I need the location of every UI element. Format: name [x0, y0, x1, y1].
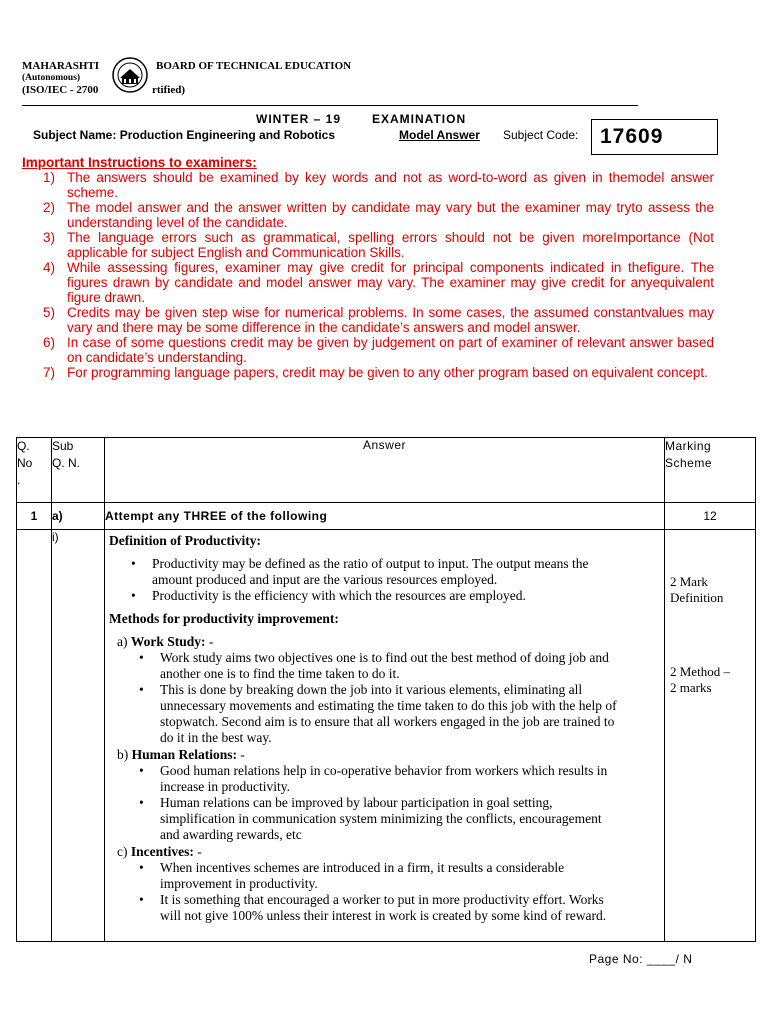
list-line: • Good human relations help in co-operative behavior from workers which results in — [160, 763, 608, 778]
list-line: another one is to find the time taken to do it. — [160, 666, 400, 681]
instruction-text: The model answer and the answer written by candidate may vary but the examiner may tryto assess the understanding level of the candidate. — [67, 200, 714, 230]
instruction-item — [22, 365, 714, 380]
board-logo-icon — [108, 56, 152, 94]
marking-cell — [665, 530, 756, 942]
board-name-right: BOARD OF TECHNICAL EDUCATION — [156, 60, 352, 72]
marking-header-line: Marking — [665, 439, 712, 453]
table-row — [17, 530, 756, 942]
question-text: Attempt any THREE of the following — [105, 503, 665, 530]
exam-title: WINTER – 19 — [256, 112, 342, 126]
list-line: • Work study aims two objectives one is to find out the best method of doing job and — [160, 650, 609, 665]
incentives-title: Incentives: — [130, 844, 194, 859]
table-row — [17, 503, 756, 530]
incentives-prefix: c) — [117, 844, 131, 859]
qno-header-line: Q. — [17, 439, 30, 453]
human-relations-suffix: - — [237, 747, 245, 762]
work-study-suffix: - — [205, 634, 214, 649]
instructions-list — [22, 170, 714, 380]
mark-definition — [670, 574, 755, 606]
sub-header-line: Sub — [52, 439, 74, 453]
instruction-number: 4) — [43, 260, 56, 275]
list-item — [129, 588, 664, 604]
list-item — [137, 682, 664, 746]
list-line: increase in productivity. — [160, 779, 290, 794]
mark-method — [670, 664, 755, 696]
list-item — [137, 892, 664, 924]
subject-code: 17609 — [600, 125, 664, 148]
instruction-item — [22, 230, 714, 260]
subject-code-box — [591, 119, 718, 155]
instruction-item — [22, 260, 714, 305]
definition-list — [129, 556, 664, 604]
instruction-text: The answers should be examined by key words and not as word-to-word as given in themodel answer scheme. — [67, 170, 714, 200]
question-number: 1 — [17, 503, 52, 530]
marking-header-line: Scheme — [665, 456, 713, 470]
list-line: • It is something that encouraged a worker to put in more productivity effort. Works — [160, 892, 604, 907]
human-relations-list — [137, 763, 664, 843]
list-line: simplification in communication system minimizing the conflicts, encouragement — [160, 811, 602, 826]
work-study-prefix: a) — [117, 634, 131, 649]
instruction-item — [22, 335, 714, 365]
header-rule — [22, 105, 638, 106]
mark-line: 2 marks — [670, 680, 712, 695]
human-relations-prefix: b) — [117, 747, 132, 762]
question-marks: 12 — [665, 503, 756, 530]
instruction-number: 2) — [43, 200, 56, 215]
question-number-empty — [17, 530, 52, 942]
board-name-left: MAHARASHTI — [22, 60, 100, 72]
instruction-text: While assessing figures, examiner may give credit for principal components indicated in thefigure. The figures drawn by candidate and model answer may vary. The examiner may give credit for anyequivalent figure drawn. — [67, 260, 714, 305]
autonomous-label: (Autonomous) — [22, 73, 81, 83]
table-header-row — [17, 438, 756, 503]
list-item — [129, 556, 664, 588]
iso-label-right: rtified) — [152, 84, 185, 96]
list-line: • Productivity is the efficiency with which the resources are employed. — [152, 588, 526, 603]
instruction-number: 1) — [43, 170, 56, 185]
instruction-text: The language errors such as grammatical, spelling errors should not be given moreImportance (Not applicable for subject English and Communication Skills. — [67, 230, 714, 260]
instruction-text: Credits may be given step wise for numerical problems. In some cases, the assumed constantvalues may vary and there may be some difference in the candidate’s answers and model answer. — [67, 305, 714, 335]
list-item — [137, 795, 664, 843]
list-line: stopwatch. Second aim is to ensure that all workers engaged in the job are trained to — [160, 714, 615, 729]
list-line: improvement in productivity. — [160, 876, 318, 891]
instruction-number: 5) — [43, 305, 56, 320]
work-study-list — [137, 650, 664, 746]
list-item — [137, 650, 664, 682]
sub-question: i) — [52, 530, 105, 942]
list-item — [137, 763, 664, 795]
list-line: unnecessary movements and estimating the time taken to do this job with the help of — [160, 698, 617, 713]
incentives-list — [137, 860, 664, 924]
incentives-heading — [117, 844, 664, 860]
list-line: • When incentives schemes are introduced in a firm, it results a considerable — [160, 860, 565, 875]
list-line: do it in the best way. — [160, 730, 272, 745]
sub-question: a) — [52, 503, 105, 530]
qno-header-line: . — [17, 473, 21, 487]
mark-line: Definition — [670, 590, 724, 605]
work-study-title: Work Study: — [130, 634, 206, 649]
iso-label-left: (ISO/IEC - 2700 — [22, 84, 99, 96]
exam-word: EXAMINATION — [372, 112, 467, 126]
answer-header: Answer — [105, 438, 665, 503]
list-line: and awarding rewards, etc — [160, 827, 302, 842]
subject-name: Subject Name: Production Engineering and Robotics — [33, 128, 336, 142]
instruction-item — [22, 305, 714, 335]
human-relations-heading — [117, 747, 664, 763]
list-item — [137, 860, 664, 892]
incentives-suffix: - — [193, 844, 202, 859]
sub-qno-header — [52, 438, 105, 503]
instructions-title: Important Instructions to examiners: — [22, 155, 257, 170]
mark-line: 2 Method – — [670, 664, 730, 679]
list-line: amount produced and input are the various resources employed. — [152, 572, 498, 587]
list-line: • This is done by breaking down the job into it various elements, eliminating all — [160, 682, 583, 697]
sub-header-line: Q. N. — [52, 456, 81, 470]
instruction-number: 6) — [43, 335, 56, 350]
instruction-text: For programming language papers, credit may be given to any other program based on equivalent concept. — [67, 365, 708, 380]
work-study-heading — [117, 634, 664, 650]
instruction-item — [22, 200, 714, 230]
marking-header — [665, 438, 756, 503]
answer-content — [109, 533, 664, 940]
list-line: will not give 100% unless their interest in work is created by some kind of reward. — [160, 908, 607, 923]
human-relations-title: Human Relations: — [131, 747, 238, 762]
instruction-number: 3) — [43, 230, 56, 245]
model-answer-label: Model Answer — [399, 128, 480, 142]
answer-cell — [105, 530, 665, 942]
subject-code-label: Subject Code: — [503, 128, 579, 142]
definition-heading: Definition of Productivity: — [109, 533, 261, 548]
list-line: • Productivity may be defined as the ratio of output to input. The output means the — [152, 556, 589, 571]
answer-table — [16, 437, 756, 942]
list-line: • Human relations can be improved by labour participation in goal setting, — [160, 795, 553, 810]
instruction-number: 7) — [43, 365, 56, 380]
instruction-item — [22, 170, 714, 200]
methods-heading: Methods for productivity improvement: — [109, 611, 339, 626]
page-number: Page No: ____/ N — [589, 952, 693, 966]
qno-header-line: No — [17, 456, 33, 470]
mark-line: 2 Mark — [670, 574, 708, 589]
qno-header — [17, 438, 52, 503]
instruction-text: In case of some questions credit may be given by judgement on part of examiner of relevant answer based on candidate’s understanding. — [67, 335, 714, 365]
